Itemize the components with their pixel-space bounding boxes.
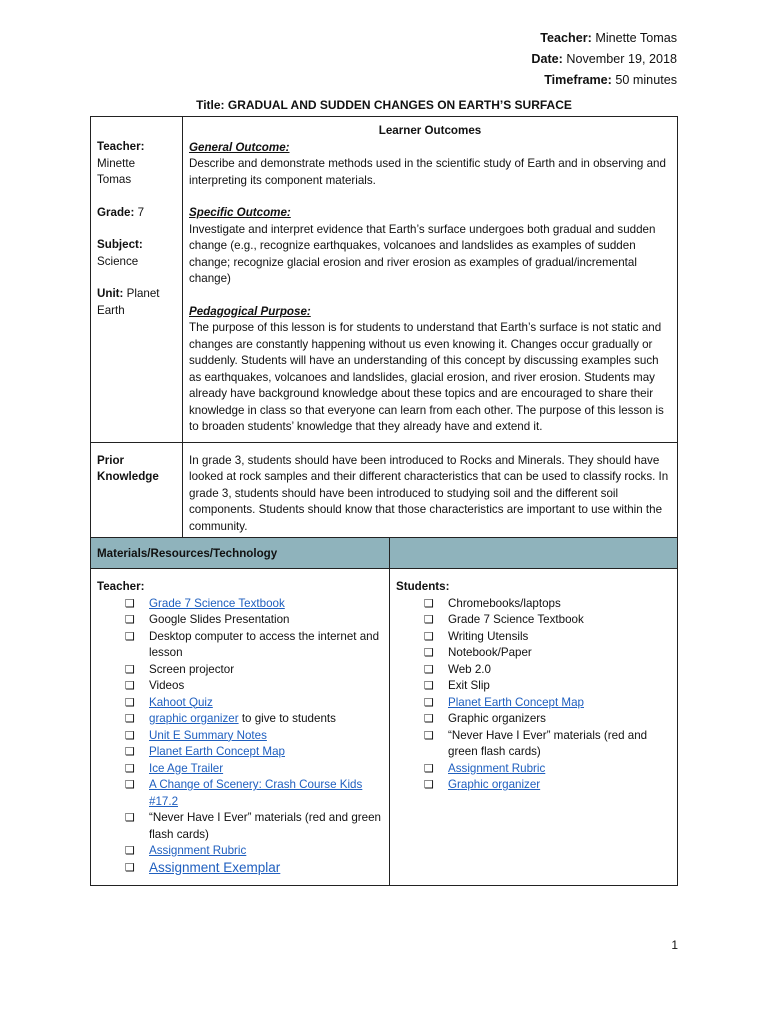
student-item-text-1: Grade 7 Science Textbook [448, 613, 584, 626]
list-item [125, 860, 383, 878]
lesson-title: Title: GRADUAL AND SUDDEN CHANGES ON EARTH’S SURFACE [196, 98, 572, 112]
list-item [125, 695, 383, 712]
checkbox-icon: ❑ [125, 630, 135, 643]
list-item [125, 596, 383, 613]
checkbox-icon: ❑ [424, 779, 434, 791]
header-date: Date: November 19, 2018 [531, 52, 677, 66]
teacher-item-link-10[interactable]: A Change of Scenery: Crash Course Kids #17.2 [149, 778, 363, 808]
student-item-text-5: Exit Slip [448, 679, 490, 692]
teacher-item-link-13[interactable]: Assignment Exemplar [149, 859, 281, 875]
general-outcome-text: Describe and demonstrate methods used in the scientific study of Earth and in observing and interpreting its component materials. [189, 157, 666, 187]
specific-outcome-text: Investigate and interpret evidence that Earth’s surface undergoes both gradual and sudden change (e.g., recognize earthquakes, volcanoes and landslides as examples of sudden change; recognize glacial erosion and river erosion as examples of gradual/incremental change) [189, 222, 656, 285]
teacher-item-link-9[interactable]: Ice Age Trailer [149, 761, 224, 775]
student-materials: Students: ❑ Chromebooks/laptops ❑ Grade 7 Science Textbook ❑ Writing Utensils ❑ Notebook/Paper ❑ Web 2.0 ❑ Exit Slip ❑ Planet Earth Concept Map ❑ Graphic organizers ❑ “Never Have I Ever” materials (red and green flash cards) ❑ Assignment Rubric ❑ Graphic organizer [390, 569, 678, 886]
list-item [125, 761, 383, 778]
checkbox-icon: ❑ [424, 696, 434, 709]
teacher-item-text-4: Videos [149, 679, 185, 692]
checkbox-icon: ❑ [125, 680, 135, 692]
teacher-item-text-3: Screen projector [149, 662, 235, 676]
teacher-materials: Teacher: ❑ Grade 7 Science Textbook ❑ Google Slides Presentation ❑ Desktop computer to access the internet and lesson ❑ Screen projector ❑ Videos ❑ Kahoot Quiz ❑ graphic organizer to give to students ❑ Unit E Summary Notes ❑ Planet Earth Concept Map ❑ Ice Age Trailer ❑ A Change of Scenery: Crash Course Kids #17.2 ❑ “Never Have I Ever” materials (red and green flash cards) ❑ Assignment Rubric ❑ Assignment Exemplar [91, 569, 390, 886]
teacher-item-link-5[interactable]: Kahoot Quiz [149, 695, 213, 709]
list-item [125, 777, 383, 810]
student-item-text-8: “Never Have I Ever” materials (red and green flash cards) [448, 728, 648, 758]
student-item-text-0: Chromebooks/laptops [448, 596, 561, 610]
list-item [125, 744, 383, 761]
list-item [125, 678, 383, 695]
student-materials-list [396, 596, 671, 794]
list-item [424, 629, 671, 646]
checkbox-icon: ❑ [125, 729, 135, 742]
list-item [424, 728, 671, 761]
checkbox-icon: ❑ [125, 614, 135, 626]
checkbox-icon: ❑ [125, 779, 135, 791]
teacher-item-link-8[interactable]: Planet Earth Concept Map [149, 745, 285, 758]
checkbox-icon: ❑ [424, 713, 434, 725]
teacher-item-text-2: Desktop computer to access the internet and lesson [149, 629, 380, 659]
checkbox-icon: ❑ [424, 729, 434, 742]
page-number: 1 [671, 938, 678, 952]
checkbox-icon: ❑ [424, 614, 434, 626]
teacher-item-suffix-6: to give to students [238, 712, 336, 725]
checkbox-icon: ❑ [424, 597, 434, 610]
materials-table [90, 537, 678, 886]
pedagogical-purpose-title: Pedagogical Purpose: [189, 304, 311, 318]
checkbox-icon: ❑ [125, 845, 135, 857]
list-item [424, 711, 671, 728]
pedagogical-purpose-text: The purpose of this lesson is for students to understand that Earth’s surface is not static and changes are constantly happening without us even knowing it. Changes occur gradually or suddenly. Students will have an understanding of this concept by discussing examples such as earthquakes, volcanoes and landslides, glacial erosion, and river erosion. Students may already have background knowledge about these topics and are encouraged to share their knowledge in class so that everyone can learn from each other. The purpose of this lesson is to broaden students’ knowledge that they already have and extend it. [189, 321, 664, 433]
checkbox-icon: ❑ [125, 746, 135, 758]
list-item [125, 629, 383, 662]
checkbox-icon: ❑ [125, 663, 135, 676]
prior-knowledge-label: Prior Knowledge [91, 442, 183, 538]
info-cell: Teacher: Minette Tomas Grade: 7 Subject: Science Unit: Planet Earth [91, 117, 183, 443]
header-timeframe: Timeframe: 50 minutes [544, 73, 677, 87]
teacher-item-link-6[interactable]: graphic organizer [149, 712, 239, 725]
list-item [125, 728, 383, 745]
student-item-text-2: Writing Utensils [448, 629, 529, 643]
general-outcome-title: General Outcome: [189, 140, 290, 154]
outcomes-heading: Learner Outcomes [378, 124, 482, 137]
list-item [424, 761, 671, 778]
materials-heading-empty [390, 538, 678, 569]
document-header [531, 28, 677, 91]
student-item-text-4: Web 2.0 [448, 662, 491, 676]
list-item [424, 596, 671, 613]
list-item [424, 645, 671, 662]
specific-outcome-title: Specific Outcome: [189, 206, 291, 219]
checkbox-icon: ❑ [125, 861, 135, 874]
student-item-link-10[interactable]: Graphic organizer [448, 778, 541, 791]
checkbox-icon: ❑ [424, 647, 434, 659]
checkbox-icon: ❑ [424, 630, 434, 643]
list-item [424, 662, 671, 679]
list-item [424, 695, 671, 712]
checkbox-icon: ❑ [125, 762, 135, 775]
list-item [424, 612, 671, 629]
student-item-link-6[interactable]: Planet Earth Concept Map [448, 695, 584, 709]
prior-knowledge-text: In grade 3, students should have been introduced to Rocks and Minerals. They should have looked at rock samples and their different characteristics that can be used to classify rocks. In grade 3, students should have been introduced to studying soil and the different soil components. Students should know that those characteristics are important to use within the community. [183, 442, 678, 538]
checkbox-icon: ❑ [125, 812, 135, 824]
header-teacher: Teacher: Minette Tomas [540, 31, 677, 45]
checkbox-icon: ❑ [125, 713, 135, 725]
list-item [125, 612, 383, 629]
checkbox-icon: ❑ [424, 680, 434, 692]
lesson-table [90, 116, 678, 538]
list-item [125, 711, 383, 728]
checkbox-icon: ❑ [424, 663, 434, 676]
materials-heading: Materials/Resources/Technology [91, 538, 390, 569]
outcomes-cell [183, 117, 678, 443]
student-item-link-9[interactable]: Assignment Rubric [448, 761, 546, 775]
checkbox-icon: ❑ [125, 696, 135, 709]
teacher-item-link-12[interactable]: Assignment Rubric [149, 844, 247, 857]
student-item-text-3: Notebook/Paper [448, 646, 532, 659]
list-item [125, 810, 383, 843]
list-item [424, 678, 671, 695]
teacher-item-link-0[interactable]: Grade 7 Science Textbook [149, 596, 285, 610]
list-item [424, 777, 671, 794]
teacher-item-text-11: “Never Have I Ever” materials (red and green flash cards) [149, 811, 381, 841]
student-item-text-7: Graphic organizers [448, 712, 546, 725]
teacher-materials-list [97, 596, 383, 878]
checkbox-icon: ❑ [424, 762, 434, 775]
list-item [125, 843, 383, 860]
checkbox-icon: ❑ [125, 597, 135, 610]
list-item [125, 662, 383, 679]
teacher-item-text-1: Google Slides Presentation [149, 613, 290, 626]
teacher-item-link-7[interactable]: Unit E Summary Notes [149, 728, 267, 742]
